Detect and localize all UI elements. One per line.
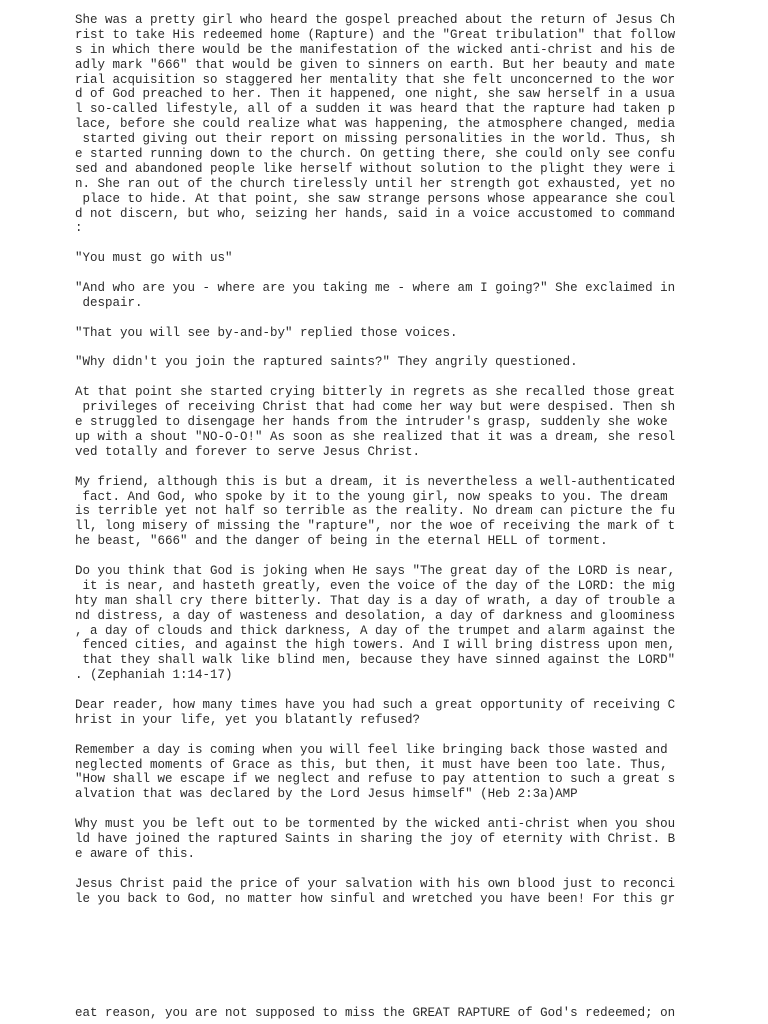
paragraph bbox=[75, 355, 695, 370]
text-line: l so-called lifestyle, all of a sudden it was heard that the rapture had taken p bbox=[75, 102, 676, 117]
text-line: neglected moments of Grace as this, but then, it must have been too late. Thus, bbox=[75, 757, 668, 772]
text-line: "Why didn't you join the raptured saints?" They angrily questioned. bbox=[75, 355, 578, 370]
text-line: is terrible yet not half so terrible as the reality. No dream can picture the fu bbox=[75, 504, 676, 519]
paragraph bbox=[75, 385, 695, 459]
text-line: ld have joined the raptured Saints in sharing the joy of eternity with Christ. B bbox=[75, 831, 676, 846]
text-line: Jesus Christ paid the price of your salvation with his own blood just to reconci bbox=[75, 876, 676, 891]
text-line: privileges of receiving Christ that had come her way but were despised. Then sh bbox=[75, 400, 676, 415]
text-line: At that point she started crying bitterly in regrets as she recalled those great bbox=[75, 385, 676, 400]
text-line: hrist in your life, yet you blatantly refused? bbox=[75, 712, 421, 727]
text-line: ll, long misery of missing the "rapture", nor the woe of receiving the mark of t bbox=[75, 519, 676, 534]
text-line: started giving out their report on missing personalities in the world. Thus, sh bbox=[75, 132, 676, 147]
text-line: le you back to God, no matter how sinful and wretched you have been! For this gr bbox=[75, 891, 676, 906]
text-line: d not discern, but who, seizing her hands, said in a voice accustomed to command bbox=[75, 206, 676, 221]
text-line: alvation that was declared by the Lord Jesus himself" (Heb 2:3a)AMP bbox=[75, 787, 578, 802]
paragraph bbox=[75, 475, 695, 549]
text-line: he beast, "666" and the danger of being in the eternal HELL of torment. bbox=[75, 534, 608, 549]
text-line: : bbox=[75, 221, 83, 236]
text-line: . (Zephaniah 1:14-17) bbox=[75, 668, 233, 683]
text-line: "And who are you - where are you taking me - where am I going?" She exclaimed in bbox=[75, 281, 676, 296]
text-line: it is near, and hasteth greatly, even the voice of the day of the LORD: the mig bbox=[75, 578, 676, 593]
text-line: despair. bbox=[75, 295, 143, 310]
text-line: "How shall we escape if we neglect and refuse to pay attention to such a great s bbox=[75, 772, 676, 787]
paragraph bbox=[75, 564, 695, 683]
text-line: My friend, although this is but a dream, it is nevertheless a well-authenticated bbox=[75, 474, 676, 489]
text-line: rial acquisition so staggered her mentality that she felt unconcerned to the wor bbox=[75, 72, 676, 87]
text-line: adly mark "666" that would be given to sinners on earth. But her beauty and mate bbox=[75, 57, 676, 72]
text-line: e aware of this. bbox=[75, 846, 196, 861]
text-line: n. She ran out of the church tirelessly until her strength got exhausted, yet no bbox=[75, 176, 676, 191]
text-line: , a day of clouds and thick darkness, A day of the trumpet and alarm against the bbox=[75, 623, 676, 638]
text-line: lace, before she could realize what was happening, the atmosphere changed, media bbox=[75, 117, 676, 132]
text-line: Why must you be left out to be tormented by the wicked anti-christ when you shou bbox=[75, 817, 676, 832]
page-bottom-line: eat reason, you are not supposed to miss the GREAT RAPTURE of God's redeemed; on bbox=[75, 1006, 676, 1020]
text-line: e started running down to the church. On getting there, she could only see confu bbox=[75, 147, 676, 162]
text-line: fact. And God, who spoke by it to the young girl, now speaks to you. The dream bbox=[75, 489, 668, 504]
text-line: hty man shall cry there bitterly. That day is a day of wrath, a day of trouble a bbox=[75, 593, 676, 608]
text-line: d of God preached to her. Then it happened, one night, she saw herself in a usua bbox=[75, 87, 676, 102]
text-line: fenced cities, and against the high towers. And I will bring distress upon men, bbox=[75, 638, 676, 653]
paragraph bbox=[75, 281, 695, 311]
text-line: "That you will see by-and-by" replied those voices. bbox=[75, 325, 458, 340]
text-line: sed and abandoned people like herself without solution to the plight they were i bbox=[75, 161, 676, 176]
paragraph bbox=[75, 251, 695, 266]
paragraph bbox=[75, 13, 695, 236]
paragraph bbox=[75, 817, 695, 862]
text-line: "You must go with us" bbox=[75, 251, 233, 266]
text-line: Dear reader, how many times have you had such a great opportunity of receiving C bbox=[75, 697, 676, 712]
paragraph bbox=[75, 877, 695, 907]
paragraph bbox=[75, 743, 695, 803]
text-line: Remember a day is coming when you will feel like bringing back those wasted and bbox=[75, 742, 668, 757]
text-line: place to hide. At that point, she saw strange persons whose appearance she coul bbox=[75, 191, 676, 206]
text-line: She was a pretty girl who heard the gospel preached about the return of Jesus Ch bbox=[75, 13, 676, 27]
text-line: ved totally and forever to serve Jesus Christ. bbox=[75, 444, 421, 459]
document-body bbox=[75, 13, 695, 921]
text-line: rist to take His redeemed home (Rapture) and the "Great tribulation" that follow bbox=[75, 27, 676, 42]
text-line: s in which there would be the manifestation of the wicked anti-christ and his de bbox=[75, 42, 676, 57]
paragraph bbox=[75, 326, 695, 341]
paragraph bbox=[75, 698, 695, 728]
text-line: Do you think that God is joking when He says "The great day of the LORD is near, bbox=[75, 563, 676, 578]
text-line: e struggled to disengage her hands from the intruder's grasp, suddenly she woke bbox=[75, 415, 668, 430]
text-line: nd distress, a day of wasteness and desolation, a day of darkness and gloominess bbox=[75, 608, 676, 623]
text-line: that they shall walk like blind men, because they have sinned against the LORD" bbox=[75, 653, 676, 668]
text-line: up with a shout "NO-O-O!" As soon as she realized that it was a dream, she resol bbox=[75, 429, 676, 444]
